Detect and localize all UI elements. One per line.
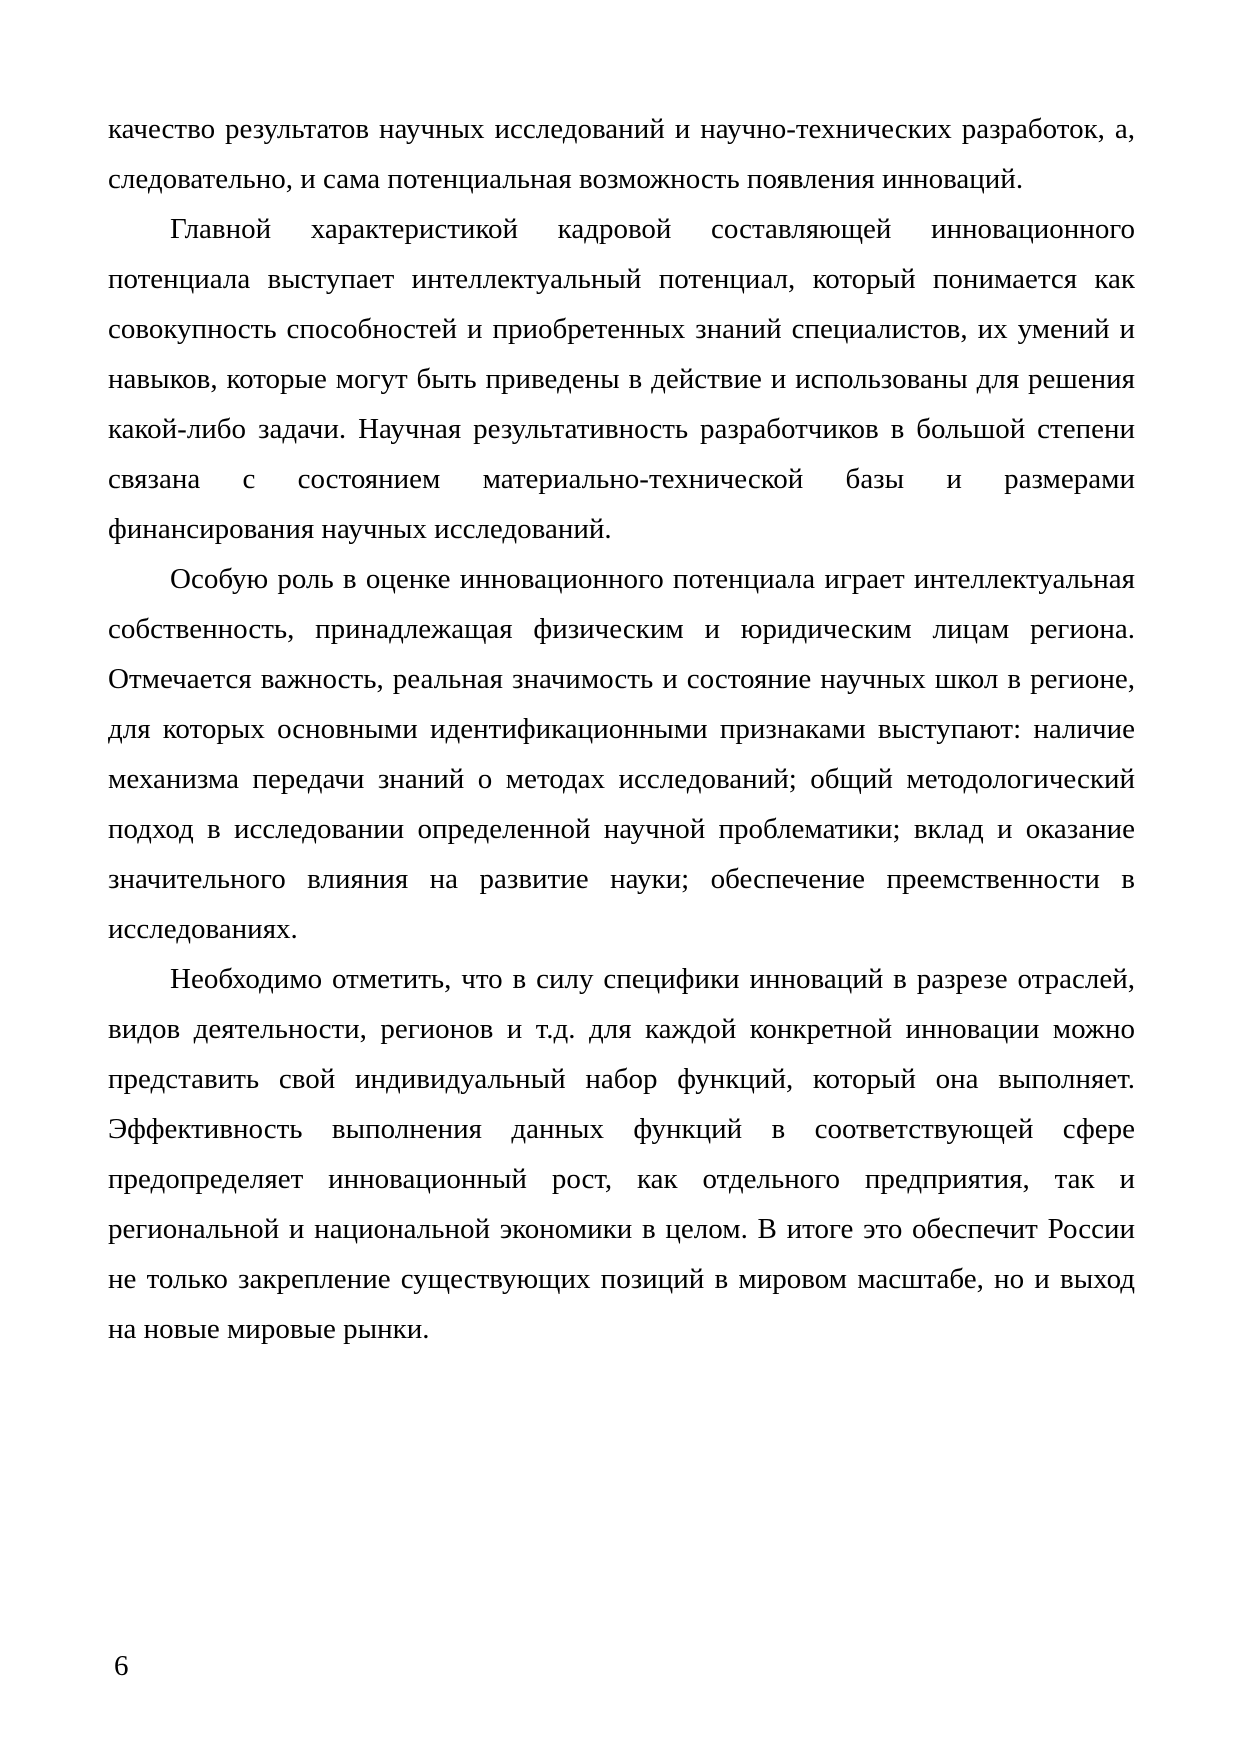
paragraph: Особую роль в оценке инновационного потенциала играет интеллектуальная собственность, принадлежащая физическим и юридическим лицам региона. Отмечается важность, реальная значимость и состояние научных школ в регионе, для которых основными идентификационными признаками выступают: наличие механизма передачи знаний о методах исследований; общий методологический подход в исследовании определенной научной проблематики; вклад и оказание значительного влияния на развитие науки; обеспечение преемственности в исследованиях.	[108, 563, 1135, 945]
body-text	[108, 104, 1135, 1354]
paragraph-continuation: качество результатов научных исследований и научно-технических разработок, а, следовательно, и сама потенциальная возможность появления инноваций.	[108, 113, 1135, 195]
paragraph: Главной характеристикой кадровой составляющей инновационного потенциала выступает интеллектуальный потенциал, который понимается как совокупность способностей и приобретенных знаний специалистов, их умений и навыков, которые могут быть приведены в действие и использованы для решения какой-либо задачи. Научная результативность разработчиков в большой степени связана с состоянием материально-технической базы и размерами финансирования научных исследований.	[108, 213, 1135, 545]
page-number: 6	[114, 1650, 129, 1682]
paragraph: Необходимо отметить, что в силу специфики инноваций в разрезе отраслей, видов деятельности, регионов и т.д. для каждой конкретной инновации можно представить свой индивидуальный набор функций, который она выполняет. Эффективность выполнения данных функций в соответствующей сфере предопределяет инновационный рост, как отдельного предприятия, так и региональной и национальной экономики в целом. В итоге это обеспечит России не только закрепление существующих позиций в мировом масштабе, но и выход на новые мировые рынки.	[108, 963, 1135, 1345]
